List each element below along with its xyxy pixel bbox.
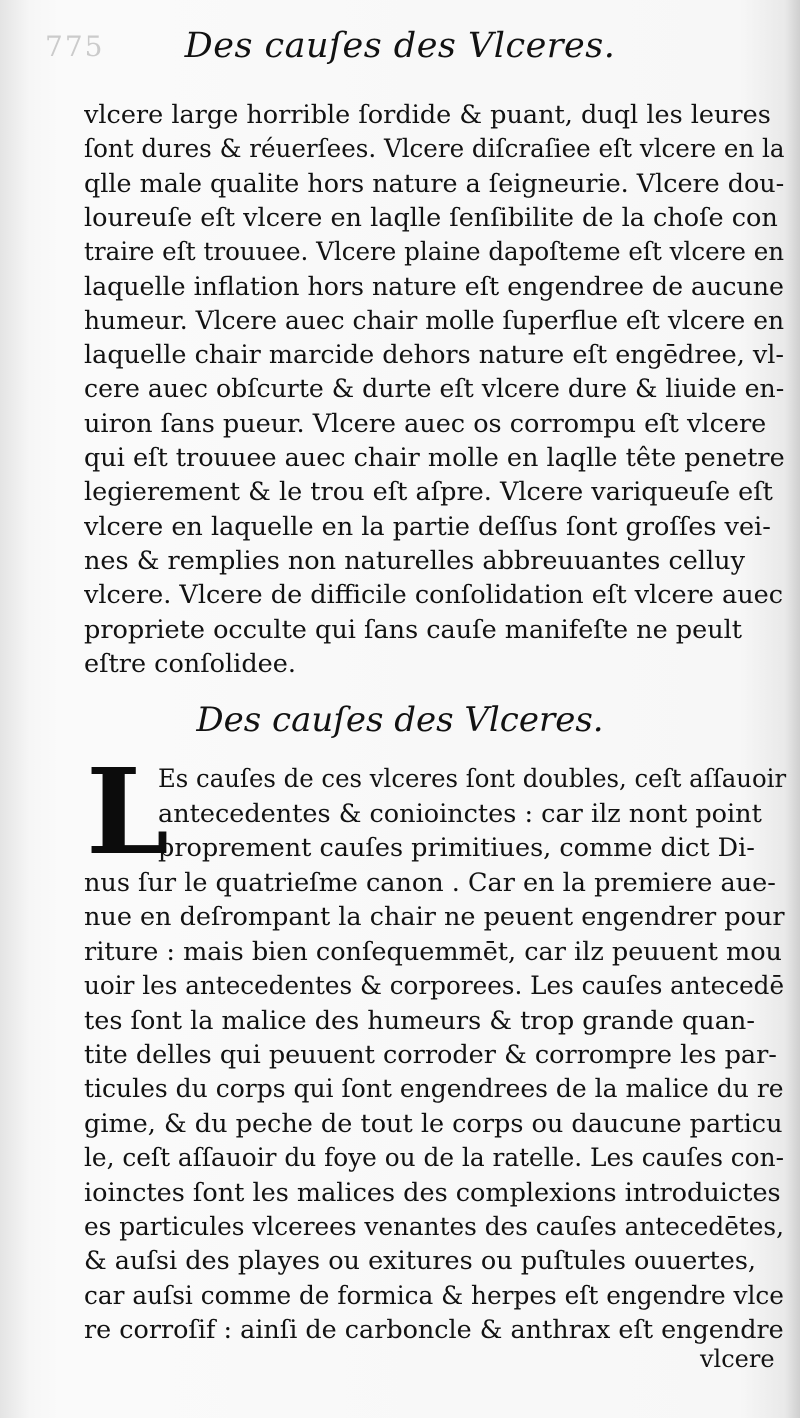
text-line: es particules vlcerees venantes des cauſes antecedētes, [84, 1212, 784, 1242]
text-line: loureuſe eſt vlcere en laqlle ſenſibilite de la choſe con [84, 202, 778, 233]
running-head: Des cauſes des Vlceres. [184, 26, 616, 66]
text-line: humeur. Vlcere auec chair molle ſuperflue eſt vlcere en [84, 305, 785, 336]
text-line: tite delles qui peuuent corroder & corrompre les par- [84, 1040, 777, 1070]
text-line: cere auec obſcurte & durte eſt vlcere dure & liuide en- [84, 374, 785, 405]
text-line: antecedentes & conioinctes : car ilz nont point [158, 798, 762, 829]
text-line: nes & remplies non naturelles abbreuuantes celluy [84, 545, 746, 576]
text-line: ioinctes ſont les malices des complexions introduictes [84, 1177, 781, 1208]
text-line: & auſsi des playes ou exitures ou puſtules ouuertes, [84, 1246, 757, 1277]
text-line: re corroſif : ainſi de carboncle & anthrax eſt engendre [84, 1315, 784, 1346]
text-line: legierement & le trou eſt aſpre. Vlcere variqueuſe eſt [84, 477, 773, 508]
text-line: vlcere en laquelle en la partie deſſus ſont groſſes vei- [84, 511, 771, 542]
text-line: ſont dures & réuerſees. Vlcere diſcraſiee eſt vlcere en la [84, 134, 785, 165]
text-line: vlcere. Vlcere de difficile conſolidation eſt vlcere auec [84, 580, 783, 611]
text-line: qlle male qualite hors nature a ſeigneurie. Vlcere dou- [84, 168, 785, 199]
text-line: proprement cauſes primitiues, comme dict Di- [158, 833, 755, 863]
text-line: tes ſont la malice des humeurs & trop grande quan- [84, 1005, 755, 1036]
text-line: le, ceſt aſſauoir du foye ou de la ratelle. Les cauſes con- [84, 1143, 784, 1174]
bleed-through-text: 775 [45, 30, 105, 63]
text-line: traire eſt trouuee. Vlcere plaine dapoſteme eſt vlcere en [84, 237, 785, 268]
text-line: car auſsi comme de formica & herpes eſt engendre vlce [84, 1280, 784, 1311]
text-line: nue en deſrompant la chair ne peuent engendrer pour [84, 902, 785, 933]
text-line: gime, & du peche de tout le corps ou daucune particu [84, 1108, 783, 1139]
text-line: nus ſur le quatrieſme canon . Car en la premiere aue- [84, 868, 776, 898]
drop-cap: L [86, 742, 169, 881]
text-line: eſtre conſolidee. [84, 648, 296, 679]
text-line: riture : mais bien conſequemmēt, car ilz peuuent mou [84, 936, 782, 967]
text-line: ticules du corps qui ſont engendrees de la malice du re [84, 1074, 784, 1105]
text-line: uoir les antecedentes & corporees. Les cauſes antecedē [84, 971, 785, 1002]
text-line: Es cauſes de ces vlceres ſont doubles, ceſt aſſauoir [158, 764, 787, 794]
section-heading: Des cauſes des Vlceres. [196, 700, 604, 740]
text-line: laquelle inflation hors nature eſt engendree de aucune [84, 271, 784, 302]
text-line: propriete occulte qui ſans cauſe manifeſte ne peult [84, 614, 743, 645]
text-line: uiron ſans pueur. Vlcere auec os corrompu eſt vlcere [84, 408, 767, 439]
text-line: vlcere large horrible ſordide & puant, duql les leures [84, 100, 771, 130]
text-line: laquelle chair marcide dehors nature eſt engēdree, vl- [84, 340, 785, 371]
catchword: vlcere [700, 1345, 775, 1373]
text-line: qui eſt trouuee auec chair molle en laqlle tête penetre [84, 443, 785, 473]
